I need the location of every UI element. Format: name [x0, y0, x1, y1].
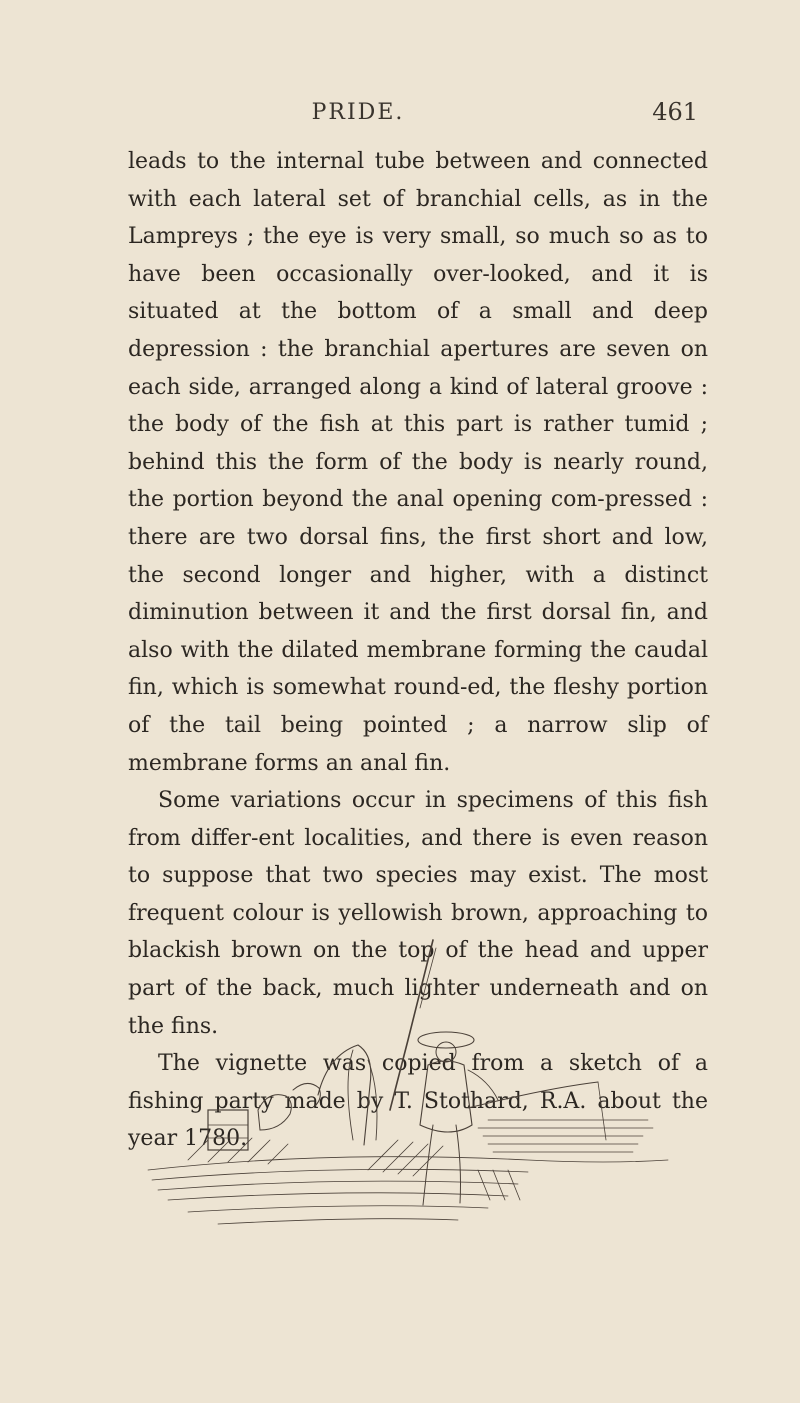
page-number: 461 [652, 98, 698, 126]
paragraph-3: The vignette was copied from a sketch of a fishing party made by T. Stothard, R.A. about the year 1780. [128, 1051, 708, 1152]
running-title: PRIDE. [311, 100, 405, 125]
paragraph-2: Some variations occur in specimens of this fish from differ-ent localities, and there is even reason to suppose that two species may exist. The most frequent colour is yellowish brown, approaching to blackish brown on the top of the head and upper part of the back, much lighter underneath and on the fins. [128, 788, 708, 1039]
paragraph-1: leads to the internal tube between and connected with each lateral set of branchial cells, as in the Lampreys ; the eye is very small, so much so as to have been occasionally over-looked, and it is situated at the bottom of a small and deep depression : the branchial apertures are seven on each side, arranged along a kind of lateral groove : the body of the fish at this part is rather tumid ; behind this the form of the body is nearly round, the portion beyond the anal opening com-pressed : there are two dorsal fins, the first short and low, the second longer and higher, with a distinct diminution between it and the first dorsal fin, and also with the dilated membrane forming the caudal fin, which is somewhat round-ed, the fleshy portion of the tail being pointed ; a narrow slip of membrane forms an anal fin. [128, 149, 708, 776]
fishing-party-vignette [128, 920, 708, 1270]
